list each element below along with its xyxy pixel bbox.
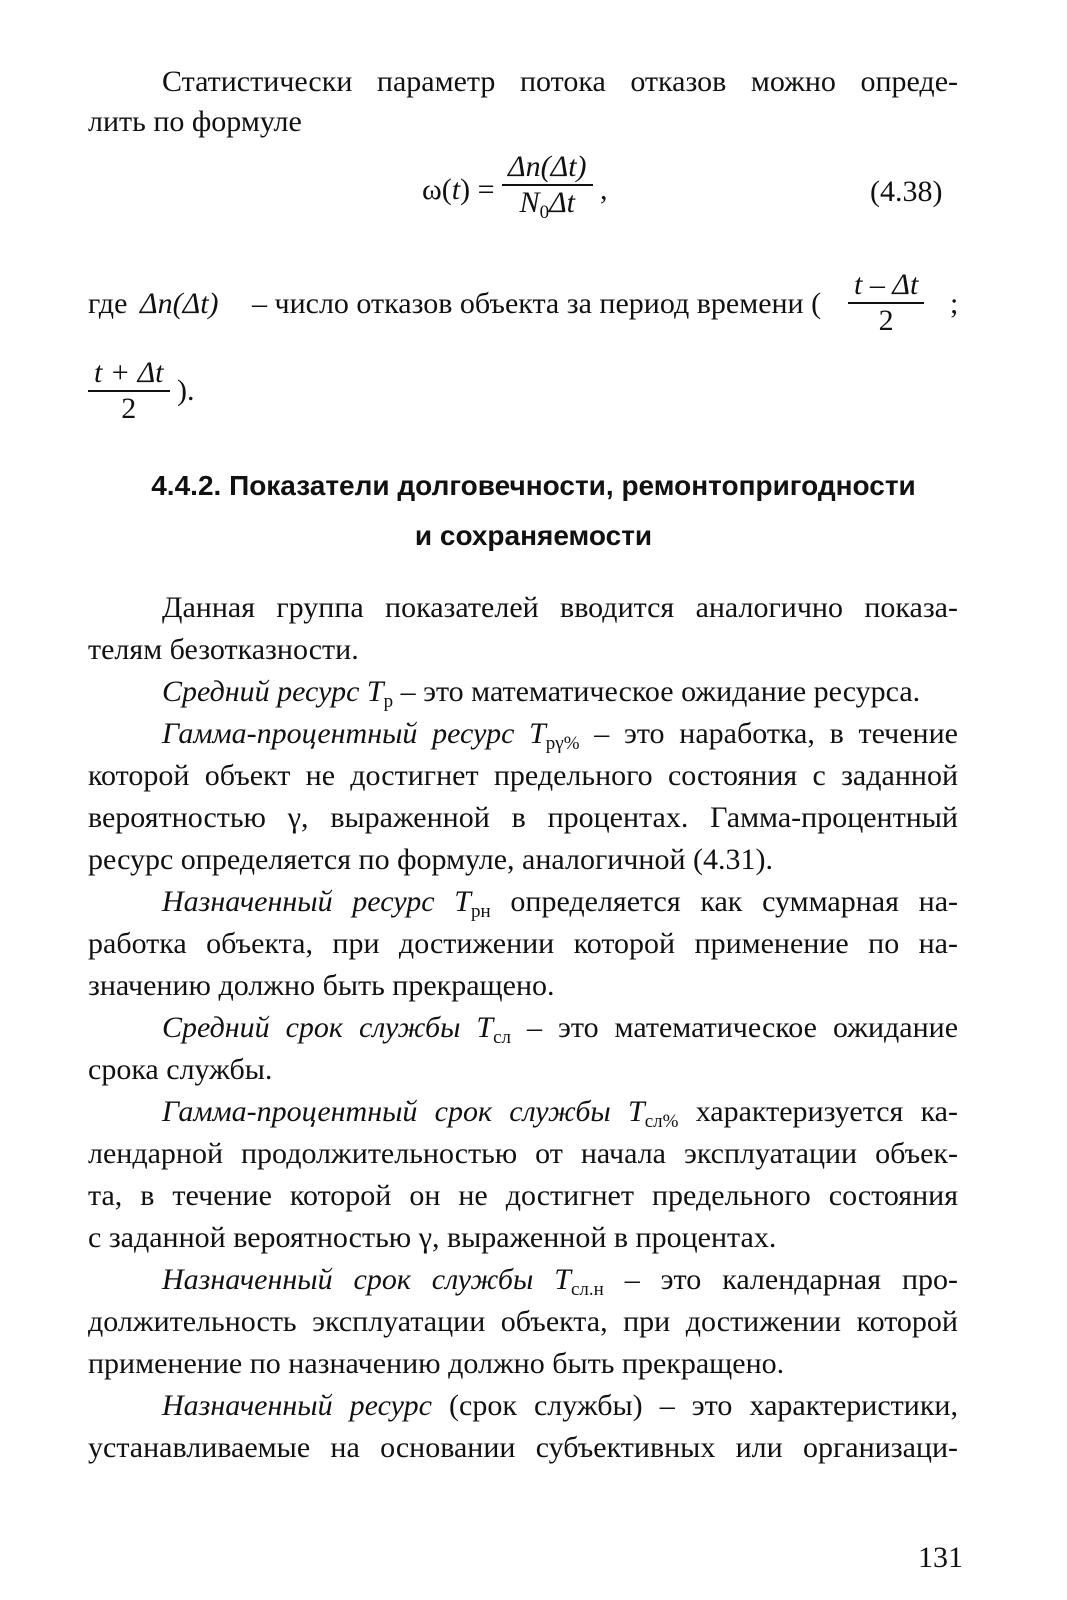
p1-line-2: телям безотказности. — [88, 633, 359, 666]
formula-4-38 — [422, 150, 608, 230]
p3-line-1: Гамма-процентный ресурс $T_{р\gamma\%}$ – это наработка, в течение — [162, 717, 958, 754]
p7-line-3: применение по назначению должно быть прекращено. — [88, 1347, 785, 1380]
fraction-t-minus: t – Δt 2 — [848, 268, 924, 338]
p5-line-1: Средний срок службы $T_{сл}$ – это математическое ожидание — [162, 1011, 959, 1048]
page-number: 131 — [918, 1541, 963, 1574]
book-page: Статистически параметр потока отказов можно опреде- лить по формуле ω(t) = $\frac{\Delta n(\Delta t)}{N_0\Delta t}$ , (4.38) где Δn(Δt) – число отказов объекта за период времени ( t – Δt 2 ; $\frac{t + \Delta t}{2}$ ). 4.4.2. Показатели долговечности, ремонтопригодности и сохраняемости Данная группа показателей вводится аналогично показа- телям безотказности. Средний ресурс $T_р$ – это математическое ожидание ресурса. Гамма-процентный ресурс $T_{р\gamma\%}$ – это наработка, в течение которой объект не достигнет предельного состояния с заданной вероятностью γ, выраженной в процентах. Гамма-процентный ресурс определяется по формуле, аналогичной (4.31). Назначенный ресурс $T_{рн}$ определяется как суммарная на- работка объекта, при достижении которой применение по на- значению должно быть прекращено. Средний срок службы $T_{сл}$ – это математическое ожидание срока службы. Гамма-процентный срок службы $T_{сл\%}$ характеризуется ка- лендарной продолжительностью от начала эксплуатации объек- та, в течение которой он не достигнет предельного состояния с заданной вероятностью γ, выраженной в процентах. Назначенный срок службы $T_{сл.н}$ – это календарная про- должительность эксплуатации объекта, при достижении которой применение по назначению должно быть прекращено. Назначенный ресурс (срок службы) – это характеристики, устанавливаемые на основании субъективных или организаци- 131 — [0, 0, 1067, 1600]
p7-line-1: Назначенный срок службы $T_{сл.н}$ – это календарная про- — [162, 1263, 958, 1300]
p4-line-2: работка объекта, при достижении которой применение по на- — [88, 927, 958, 960]
p3-line-2: которой объект не достигнет предельного состояния с заданной — [88, 759, 958, 792]
formula-numerator: Δn(Δt) — [508, 150, 587, 183]
section-title-line-2: и сохраняемости — [414, 520, 653, 551]
p5-line-2: срока службы. — [88, 1053, 273, 1086]
p4-line-3: значению должно быть прекращено. — [88, 969, 555, 1002]
p6-line-1: Гамма-процентный срок службы $T_{сл\%}$ характеризуется ка- — [162, 1095, 958, 1132]
p8-line-1: Назначенный ресурс (срок службы) – это характеристики, — [162, 1389, 958, 1422]
formula-number: (4.38) — [870, 175, 943, 208]
p6-line-3: та, в течение которой он не достигнет предельного состояния — [88, 1179, 958, 1212]
formula-comma: , — [600, 173, 608, 206]
where-text: – число отказов объекта за период времени ( — [252, 287, 822, 320]
p6-line-2: лендарной продолжительностью от начала эксплуатации объек- — [88, 1137, 958, 1170]
formula-lhs: ω(t) = — [422, 173, 495, 206]
p6-line-4: с заданной вероятностью γ, выраженной в процентах. — [88, 1221, 777, 1254]
section-title-line-1: 4.4.2. Показатели долговечности, ремонтопригодности — [151, 470, 916, 501]
formula-fraction — [502, 150, 593, 230]
intro-line-2: лить по формуле — [88, 105, 302, 138]
p7-line-2: должительность эксплуатации объекта, при достижении которой — [88, 1305, 958, 1338]
p3-line-3: вероятностью γ, выраженной в процентах. Гамма-процентный — [88, 801, 958, 834]
formula-denominator: $N_0\Delta t$ — [519, 186, 576, 223]
where-term: Δn(Δt) — [140, 287, 219, 320]
p8-line-2: устанавливаемые на основании субъективных или организаци- — [88, 1431, 958, 1464]
intro-line-1: Статистически параметр потока отказов можно опреде- — [162, 65, 958, 98]
p1-line-1: Данная группа показателей вводится аналогично показа- — [162, 591, 958, 624]
p4-line-1: Назначенный ресурс $T_{рн}$ определяется как суммарная на- — [162, 885, 958, 922]
where-line-2: $\frac{t + \Delta t}{2}$ ). — [88, 356, 195, 426]
fraction-t-plus: $\frac{t + \Delta t}{2}$ — [88, 356, 170, 426]
p3-line-4: ресурс определяется по формуле, аналогичной (4.31). — [88, 843, 773, 876]
p2-line-1: Средний ресурс $T_р$ – это математическое ожидание ресурса. — [162, 675, 921, 712]
